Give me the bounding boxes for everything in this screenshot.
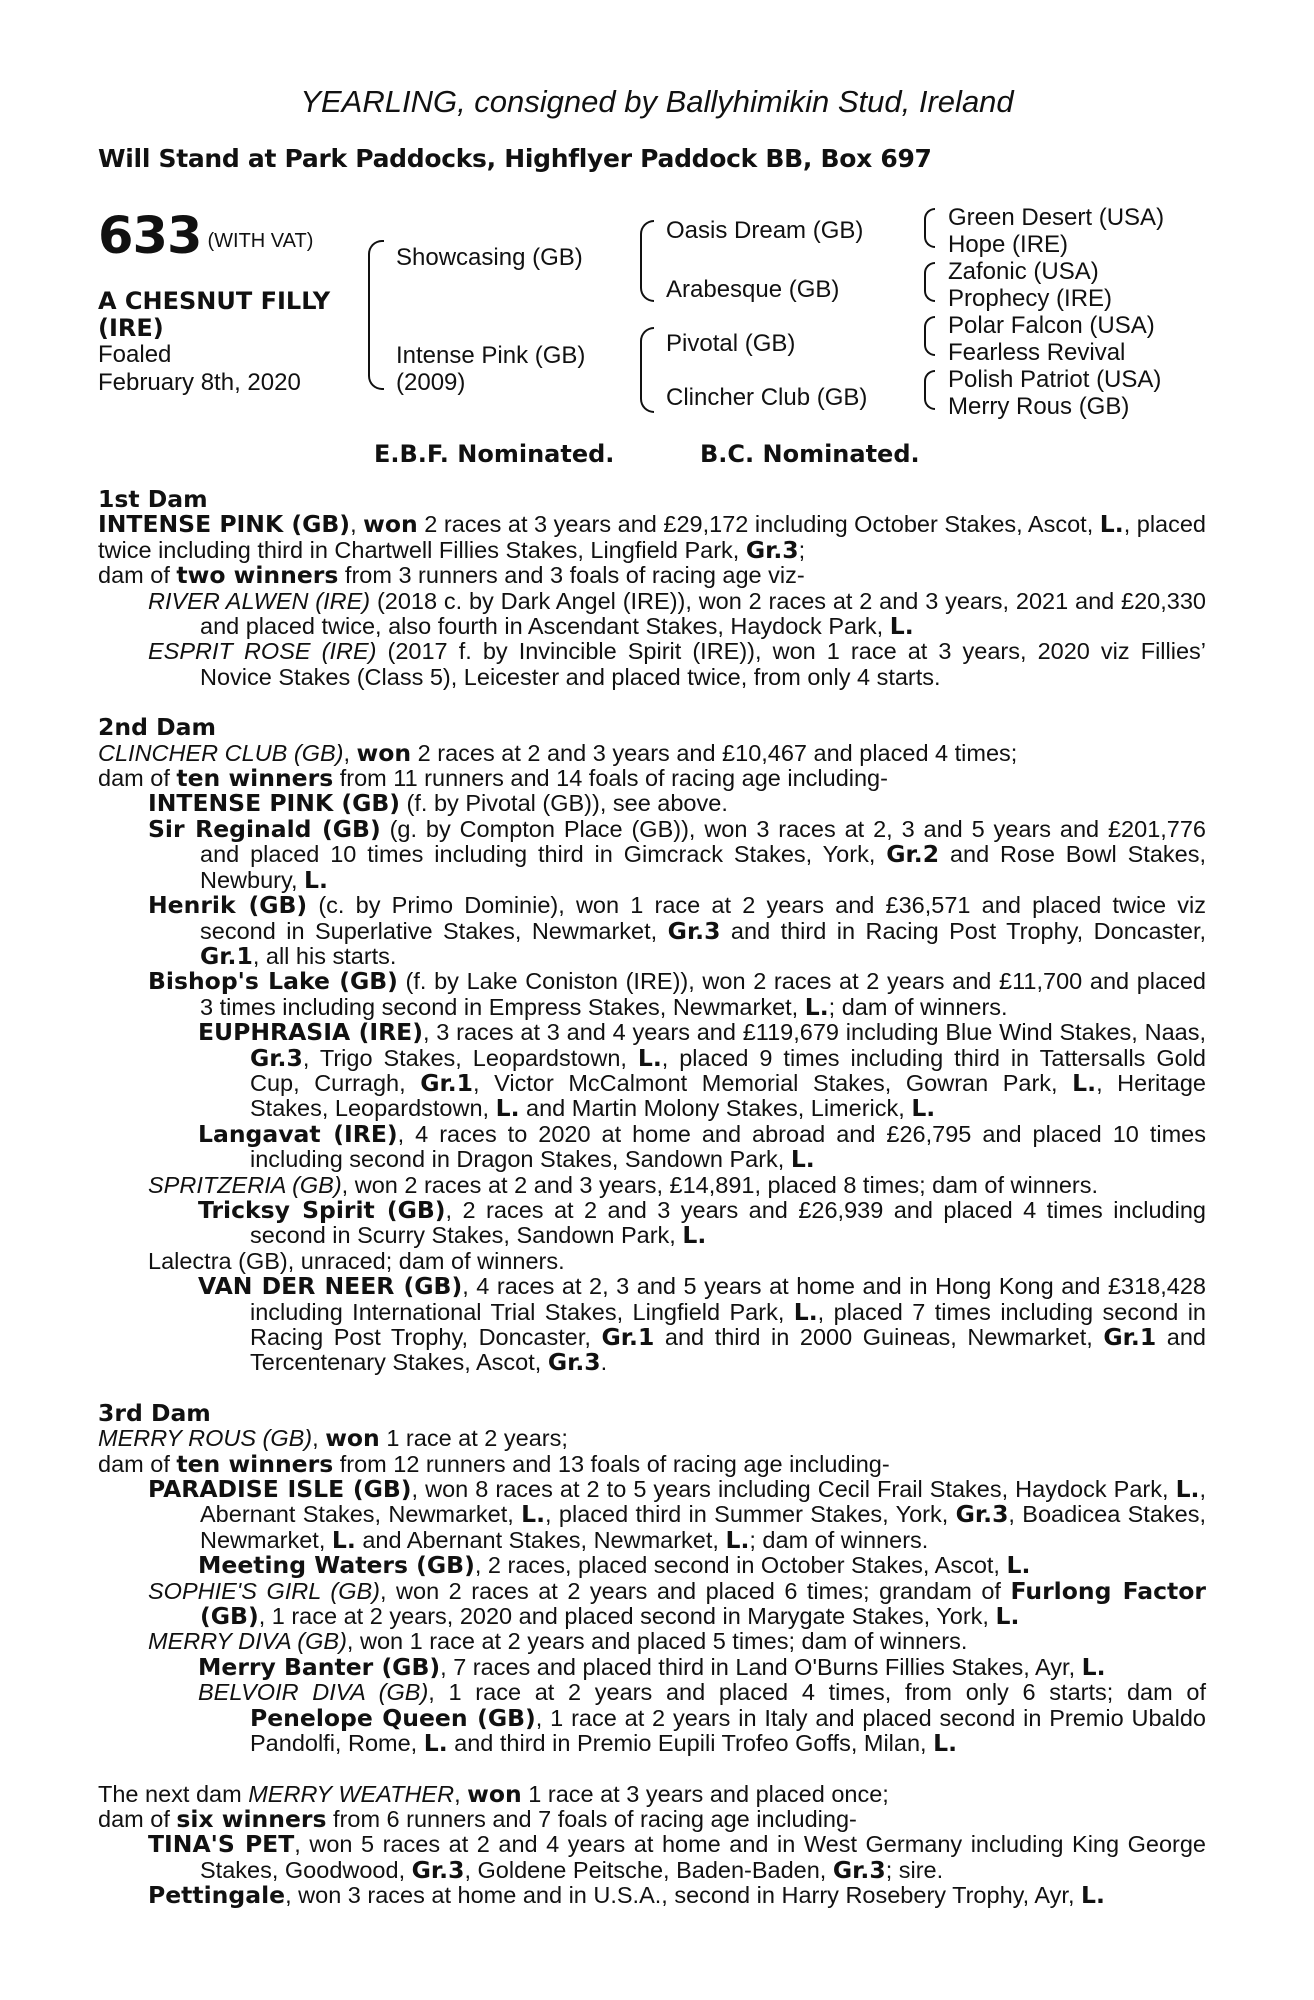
produce-entry: SPRITZERIA (GB), won 2 races at 2 and 3 years, £14,891, placed 8 times; dam of winners. [148,1171,1099,1198]
pedigree-brace-g1 [924,208,935,248]
produce-entry: RIVER ALWEN (IRE) (2018 c. by Dark Angel (IRE)), won 2 races at 2 and 3 years, 2021 and £20,330 and placed twice, also fourth in Ascendant Stakes, Haydock Park, L. [148,587,1206,641]
pedigree-sire: Showcasing (GB) [396,244,583,271]
next-dam-entry: The next dam MERRY WEATHER, won 1 race at 3 years and placed once; [98,1779,889,1808]
pedigree-brace-sire [640,220,654,302]
produce-entry: PARADISE ISLE (GB), won 8 races at 2 to 5 years including Cecil Frail Stakes, Haydock Park, L., Abernant Stakes, Newmarket, L., placed third in Summer Stakes, York, Gr.3, Boadicea Stakes, Newmarket, L. and Abernant Stakes, Newmarket, L.; dam of winners. [148,1475,1206,1554]
produce-entry: EUPHRASIA (IRE), 3 races at 3 and 4 years and £119,679 including Blue Wind Stakes, Naas, Gr.3, Trigo Stakes, Leopardstown, L., placed 9 times including third in Tattersalls Gold Cup, Curragh, Gr.1, Victor McCalmont Memorial Stakes, Gowran Park, L., Heritage Stakes, Leopardstown, L. and Martin Molony Stakes, Limerick, L. [198,1018,1207,1123]
vat-label: (WITH VAT) [207,230,314,252]
pedigree-brace-g4 [924,370,935,410]
pedigree-dam: Intense Pink (GB) [396,342,586,369]
second-dam-summary: dam of ten winners from 11 runners and 14 foals of racing age including- [98,764,888,793]
pedigree-g3: Zafonic (USA) [948,258,1099,285]
pedigree-dam-dam: Clincher Club (GB) [666,384,868,411]
pedigree-g5: Polar Falcon (USA) [948,312,1155,339]
pedigree-sire-sire: Oasis Dream (GB) [666,217,864,244]
pedigree-g2: Hope (IRE) [948,231,1069,258]
produce-entry: BELVOIR DIVA (GB), 1 race at 2 years and placed 4 times, from only 6 starts; dam of Penelope Queen (GB), 1 race at 2 years in Italy and placed second in Premio Ubaldo Pandolfi, Rome, L. and third in Premio Eupili Trofeo Goffs, Milan, L. [198,1679,1207,1758]
pedigree-brace-dam [640,327,654,413]
produce-entry: INTENSE PINK (GB) (f. by Pivotal (GB)), see above. [148,789,728,818]
foaled-date: February 8th, 2020 [98,369,301,396]
produce-entry: Langavat (IRE), 4 races to 2020 at home and abroad and £26,795 and placed 10 times including second in Dragon Stakes, Sandown Park, L. [198,1119,1206,1174]
ebf-nomination: E.B.F. Nominated. [374,440,615,468]
produce-entry: Merry Banter (GB), 7 races and placed third in Land O'Burns Fillies Stakes, Ayr, L. [198,1652,1106,1681]
pedigree-g6: Fearless Revival [948,339,1126,366]
bc-nomination: B.C. Nominated. [700,440,920,468]
produce-entry: Henrik (GB) (c. by Primo Dominie), won 1 race at 2 years and £36,571 and placed twice viz second in Superlative Stakes, Newmarket, Gr.3 and third in Racing Post Trophy, Doncaster, Gr.1, all his starts. [148,891,1207,970]
lot-number-block [98,207,313,266]
sex-line-2: (IRE) [98,314,164,342]
produce-entry: Pettingale, won 3 races at home and in U.S.A., second in Harry Rosebery Trophy, Ayr, L. [148,1881,1105,1910]
pedigree-g4: Prophecy (IRE) [948,285,1113,312]
pedigree-g8: Merry Rous (GB) [948,393,1130,420]
produce-entry: Meeting Waters (GB), 2 races, placed second in October Stakes, Ascot, L. [198,1551,1031,1580]
pedigree-brace-main [368,240,384,390]
lot-number: 633 [98,207,202,266]
produce-entry: TINA'S PET, won 5 races at 2 and 4 years at home and in West Germany including King George Stakes, Goodwood, Gr.3, Goldene Peitsche, Baden-Baden, Gr.3; sire. [148,1830,1206,1884]
produce-entry: Sir Reginald (GB) (g. by Compton Place (GB)), won 3 races at 2, 3 and 5 years and £201,776 and placed 10 times including third in Gimcrack Stakes, York, Gr.2 and Rose Bowl Stakes, Newbury, L. [148,814,1207,894]
produce-entry: SOPHIE'S GIRL (GB), won 2 races at 2 years and placed 6 times; grandam of Furlong Factor (GB), 1 race at 2 years, 2020 and placed second in Marygate Stakes, York, L. [148,1576,1206,1631]
produce-entry: ESPRIT ROSE (IRE) (2017 f. by Invincible Spirit (IRE)), won 1 race at 3 years, 2020 viz Fillies’ Novice Stakes (Class 5), Leicester and placed twice, from only 4 starts. [148,638,1206,690]
pedigree-g7: Polish Patriot (USA) [948,366,1162,393]
first-dam-heading: 1st Dam [98,485,208,513]
produce-entry: MERRY DIVA (GB), won 1 race at 2 years and placed 5 times; dam of winners. [148,1628,968,1655]
second-dam-heading: 2nd Dam [98,713,216,742]
consignor-title: YEARLING, consigned by Ballyhimikin Stud, Ireland [300,84,1014,119]
produce-record [98,487,1206,1909]
produce-entry: VAN DER NEER (GB), 4 races at 2, 3 and 5 years at home and in Hong Kong and £318,428 including International Trial Stakes, Lingfield Park, L., placed 7 times including second in Racing Post Trophy, Doncaster, Gr.1 and third in 2000 Guineas, Newmarket, Gr.1 and Tercentenary Stakes, Ascot, Gr.3. [198,1272,1206,1377]
sex-line-1: A CHESNUT FILLY [98,287,331,315]
stand-location: Will Stand at Park Paddocks, Highflyer Paddock BB, Box 697 [98,144,932,173]
pedigree-brace-g2 [924,262,935,302]
third-dam-entry: MERRY ROUS (GB), won 1 race at 2 years; [98,1424,568,1453]
first-dam-summary: dam of two winners from 3 runners and 3 foals of racing age viz- [98,561,805,590]
next-dam-summary: dam of six winners from 6 runners and 7 foals of racing age including- [98,1804,857,1833]
foaled-label: Foaled [98,341,172,368]
third-dam-summary: dam of ten winners from 12 runners and 13 foals of racing age including- [98,1449,890,1478]
pedigree-sire-dam: Arabesque (GB) [666,276,840,303]
pedigree-dam-year: (2009) [396,369,466,396]
pedigree-g1: Green Desert (USA) [948,204,1165,231]
produce-entry: Tricksy Spirit (GB), 2 races at 2 and 3 years and £26,939 and placed 4 times including second in Scurry Stakes, Sandown Park, L. [198,1195,1206,1250]
pedigree-brace-g3 [924,316,935,356]
produce-entry: Bishop's Lake (GB) (f. by Lake Coniston (IRE)), won 2 races at 2 years and £11,700 and placed 3 times including second in Empress Stakes, Newmarket, L.; dam of winners. [148,967,1206,1021]
third-dam-heading: 3rd Dam [98,1398,211,1427]
pedigree-dam-sire: Pivotal (GB) [666,330,796,357]
first-dam-entry: INTENSE PINK (GB), won 2 races at 3 years and £29,172 including October Stakes, Ascot, L., placed twice including third in Chartwell Fillies Stakes, Lingfield Park, Gr.3; [98,510,1207,564]
second-dam-entry: CLINCHER CLUB (GB), won 2 races at 2 and 3 years and £10,467 and placed 4 times; [98,738,1018,767]
produce-entry: Lalectra (GB), unraced; dam of winners. [148,1247,565,1274]
